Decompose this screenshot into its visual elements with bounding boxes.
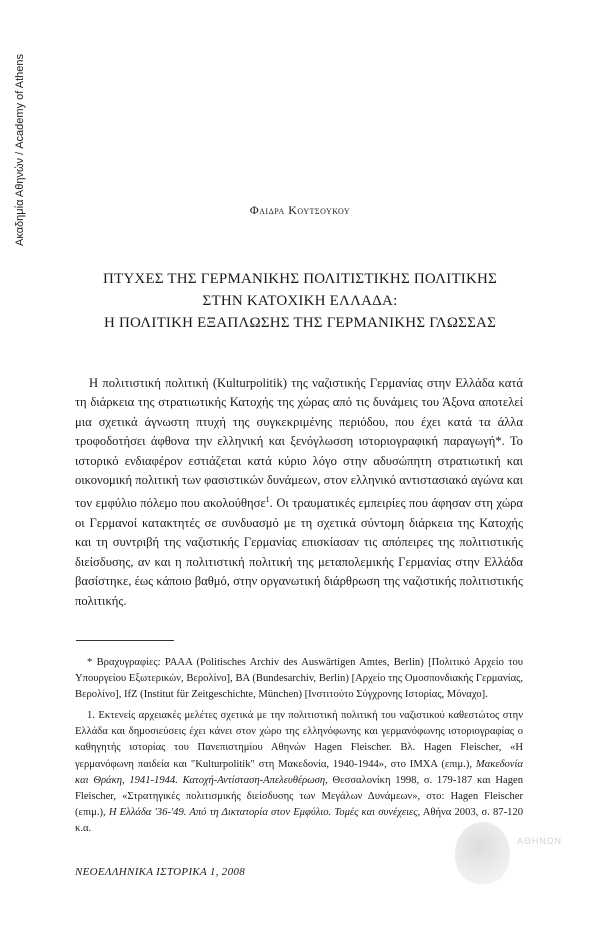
body-part-1: Η πολιτιστική πολιτική (Kulturpolitik) της ναζιστικής Γερμανίας στην Ελλάδα κατά τη διάρκεια της στρατιωτικής Κατοχής της χώρας από τις δυνάμεις του Άξονα αποτελεί μια σχετικά άγνωστη πτυχή της συγκεκριμένης περιόδου, που έχει κατά τα άλλα τροφοδοτήσει άφθονα την ελληνική και ξενόγλωσση ιστοριογραφική παραγωγή xyxy=(75,376,523,449)
body-part-2: . Το ιστορικό ενδιαφέρον εστιάζεται κατά κύριο λόγο στην αδυσώπητη στρατιωτική και οικονομική πολιτική των φασιστικών δυνάμεων, στον ελληνικό αντιστασιακό αγώνα και τον εμφύλιο πόλεμο που ακολούθησε xyxy=(75,434,523,511)
footnote-ref-1[interactable]: 1 xyxy=(265,495,270,505)
footnote-1-book-title-1: Μακεδονία και Θράκη, 1941-1944. Κατοχή-Αντίσταση-Απελευθέρωση xyxy=(75,758,523,786)
footnote-abbreviations: * Βραχυγραφίες: PAAA (Politisches Archiv des Auswärtigen Amtes, Berlin) [Πολιτικό Αρχείο του Υπουργείου Εξωτερικών, Βερολίνο], BA (Bundesarchiv, Berlin) [Αρχείο της Ομοσπονδιακής Γερμανίας, Βερολίνο], IfZ (Institut für Zeitgeschichte, München) [Ινστιτούτο Σύγχρονης Ιστορίας, Μόναχο]. xyxy=(75,657,523,701)
footnote-1-part-c: , Αθήνα 2003, σ. 87-120 κ.α. xyxy=(75,806,524,834)
owl-seal-icon xyxy=(455,822,510,884)
footnote-1 xyxy=(75,708,523,837)
title-line-2: ΣΤΗΝ ΚΑΤΟΧΙΚΗ ΕΛΛΑΔΑ: xyxy=(202,293,398,309)
journal-footer: ΝΕΟΕΛΛΗΝΙΚΑ ΙΣΤΟΡΙΚΑ 1, 2008 xyxy=(75,866,246,878)
paragraph xyxy=(75,374,523,611)
body-part-3: . Οι τραυματικές εμπειρίες που άφησαν στη χώρα οι Γερμανοί κατακτητές σε συνδυασμό με τη σχετικά σύντομη διάρκεια της Κατοχής και τη συντριβή της ναζιστικής Γερμανίας επισκίασαν τις απόπειρες της πολιτιστικής διείσδυσης, αν και η πολιτιστική πολιτική της μεταπολεμικής Γερμανίας στην Ελλάδα βασίστηκε, έως κάποιο βαθμό, στην οργανωτική διάρθρωση της ναζιστικής πολιτιστικής πολιτικής. xyxy=(75,496,523,608)
footnote-1-part-a: 1. Εκτενείς αρχειακές μελέτες σχετικά με την πολιτιστική πολιτική του ναζιστικού καθεστώτος στην Ελλάδα και δημοσιεύσεις έχει κάνει στον χώρο της ελληνόφωνης και γερμανόφωνης ιστοριογραφίας ο καθηγητής ιστορίας του Πανεπιστημίου Αθηνών Hagen Fleischer. Βλ. Hagen Fleischer, «Η γερμανόφωνη παιδεία και "Kulturpolitik" στη Μακεδονία, 1940-1944», στο ΙΜΧΑ (επιμ.), xyxy=(75,710,523,770)
academy-watermark xyxy=(455,822,585,892)
footnote-1-part-b: , Θεσσαλονίκη 1998, σ. 179-187 και Hagen Fleischer, «Στρατηγικές πολιτισμικής διείσδυσης των Μεγάλων Δυνάμεων», στο: Hagen Fleischer (επιμ.), xyxy=(75,774,523,818)
footnote-divider xyxy=(76,640,174,641)
title-line-3: Η ΠΟΛΙΤΙΚΗ ΕΞΑΠΛΩΣΗΣ ΤΗΣ ΓΕΡΜΑΝΙΚΗΣ ΓΛΩΣΣΑΣ xyxy=(103,315,497,331)
footnote-ref-star[interactable]: * xyxy=(495,434,502,449)
body-paragraph xyxy=(75,374,523,611)
title-line-1: ΠΤΥΧΕΣ ΤΗΣ ΓΕΡΜΑΝΙΚΗΣ ΠΟΛΙΤΙΣΤΙΚΗΣ ΠΟΛΙΤΙΚΗΣ xyxy=(102,271,497,287)
watermark-text: ΑΘΗΝΩΝ xyxy=(517,836,563,846)
footnote-1-book-title-2: Η Ελλάδα '36-'49. Από τη Δικτατορία στον Εμφύλιο. Τομές και συνέχειες xyxy=(108,806,418,818)
side-note-text: Ακαδημία Αθηνών / Academy of Athens xyxy=(14,53,26,247)
archive-side-note xyxy=(10,40,30,260)
footnotes xyxy=(75,655,523,842)
author-text: Φαιδρα Κουτσουκου xyxy=(249,203,351,217)
author-name xyxy=(0,203,600,218)
article-title xyxy=(60,268,540,334)
